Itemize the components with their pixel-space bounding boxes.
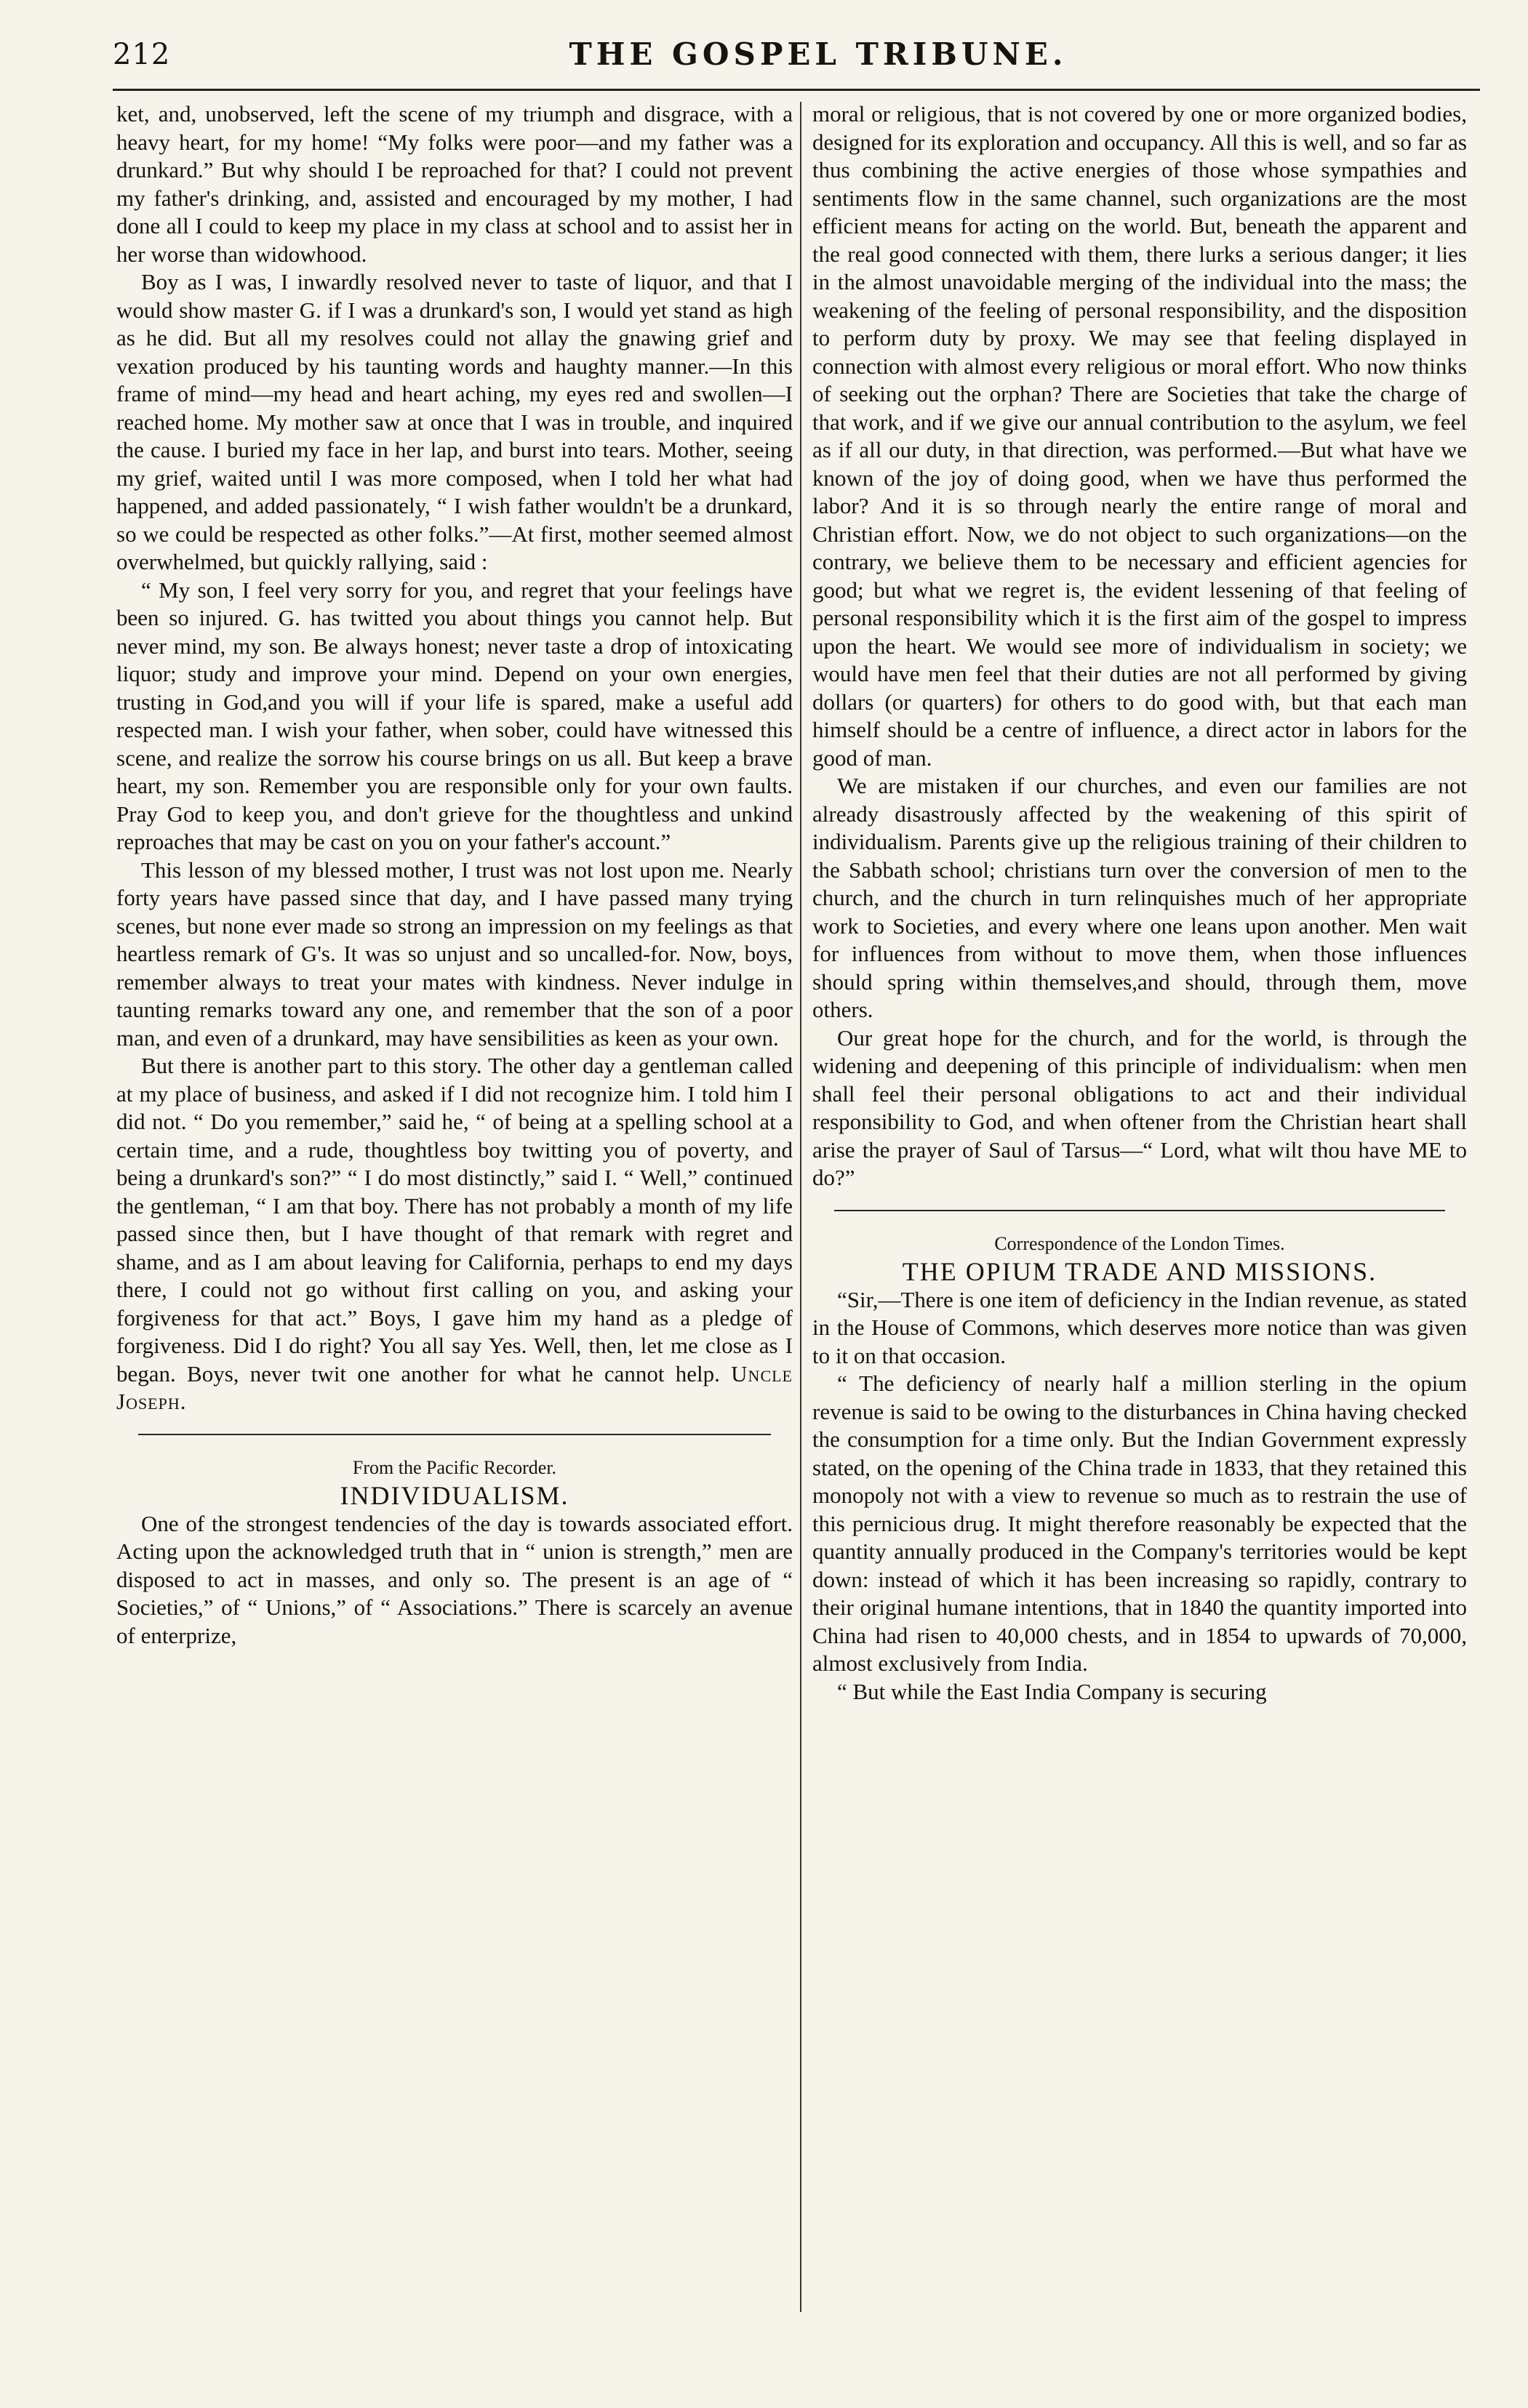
opium-paragraph-1: “Sir,—There is one item of deficiency in the Indian revenue, as stated in the House of Commons, which deserves more notice than was given to it on that occasion. [812,1286,1467,1368]
uncle-joseph-paragraph-5 [116,1052,793,1416]
uncle-joseph-paragraph-4: This lesson of my blessed mother, I trust was not lost upon me. Nearly forty years have passed since that day, and I have passed many trying scenes, but none ever made so strong an impression on my feelings as that heartless remark of G's. It was so unjust and so uncalled-for. Now, boys, remember always to treat your mates with kindness. Never indulge in taunting remarks toward any one, and remember that the son of a poor man, and even of a drunkard, may have sensibilities as keen as your own. [116,856,793,1051]
individualism-paragraph-1: One of the strongest tendencies of the day is towards associated effort. Acting upon the acknowledged truth that in “ union is strength,” men are disposed to act in masses, and only so. The present is an age of “ Societies,” of “ Unions,” of “ Associations.” There is scarcely an avenue of enterprize, [116,1510,793,1648]
uncle-joseph-paragraph-1: ket, and, unobserved, left the scene of my triumph and disgrace, with a heavy heart, for my home! “My folks were poor—and my father was a drunkard.” But why should I be reproached for that? I could not prevent my father's drinking, and, assisted and encouraged by my mother, I had done all I could to keep my place in my class at school and to assist her in her worse than widowhood. [116,101,793,267]
right-column [812,100,1467,2311]
header-rule [113,89,1480,91]
individualism-paragraph-3: We are mistaken if our churches, and even our families are not already disastrously affected by the weakening of this spirit of individualism. Parents give up the religious training of their children to the Sabbath school; christians turn over the conversion of men to the church, and the church in turn relinquishes much of her appropriate work to Societies, and every where one leans upon another. Men wait for influences from without to move them, when those influences should spring within themselves,and should, through them, move others. [812,773,1467,1022]
page-header [113,35,1480,86]
article-signature: Uncle Joseph. [116,1360,793,1414]
uncle-joseph-paragraph-2: Boy as I was, I inwardly resolved never to taste of liquor, and that I would show master G. if I was a drunkard's son, I would yet stand as high as he did. But all my resolves could not allay the gnawing grief and vexation produced by his taunting words and haughty manner.—In this frame of mind—my head and heart aching, my eyes red and swollen—I reached home. My mother saw at once that I was in trouble, and inquired the cause. I buried my face in her lap, and burst into tears. Mother, seeing my grief, waited until I was more composed, when I told her what had happened, and added passionately, “ I wish father wouldn't be a drunkard, so we could be respected as other folks.”—At first, mother seemed almost overwhelmed, but quickly rallying, said : [116,269,793,574]
running-title: THE GOSPEL TRIBUNE. [569,36,1068,72]
opium-paragraph-2: “ The deficiency of nearly half a million sterling in the opium revenue is said to be owing to the disturbances in China having checked the consumption for a time only. But the Indian Government expressly stated, on the opening of the China trade in 1833, that they retained this monopoly not with a view to revenue so much as to restrain the use of this pernicious drug. It might therefore reasonably be expected that the quantity annually produced in the Company's territories would be kept down: instead of which it has been increasing so rapidly, contrary to their original humane intentions, that in 1840 the quantity imported into China had risen to 40,000 chests, and in 1854 to upwards of 70,000, almost exclusively from India. [812,1370,1467,1676]
uncle-joseph-paragraph-5-text: But there is another part to this story. The other day a gentleman called at my place of business, and asked if I did not recognize him. I told him I did not. “ Do you remember,” said he, “ of being at a spelling school at a certain time, and a rude, thoughtless boy twitting you of poverty, and being a drunkard's son?” “ I do most distinctly,” said I. “ Well,” continued the gentleman, “ I am that boy. There has not probably a month of my life passed since then, but I have thought of that remark with regret and shame, and as I am about leaving for California, perhaps to end my days there, I could not go without first calling on you, and asking your forgiveness for that act.” Boys, I gave him my hand as a pledge of forgiveness. Did I do right? You all say Yes. Well, then, let me close as I began. Boys, never twit one another for what he cannot help. [116,1053,793,1386]
article-headline: THE OPIUM TRADE AND MISSIONS. [902,1257,1377,1286]
article-source: Correspondence of the London Times. [994,1232,1285,1254]
article-headline: INDIVIDUALISM. [340,1481,569,1510]
article-divider [834,1210,1445,1211]
article-divider [138,1434,771,1435]
individualism-paragraph-4: Our great hope for the church, and for the world, is through the widening and deepening of this principle of individualism: when men shall feel their personal obligations to act and their individual responsibility to God, and when oftener from the Christian heart shall arise the prayer of Saul of Tarsus—“ Lord, what wilt thou have ME to do?” [812,1024,1467,1190]
page-number: 212 [113,38,171,71]
article-source: From the Pacific Recorder. [352,1456,557,1478]
uncle-joseph-paragraph-3: “ My son, I feel very sorry for you, and regret that your feelings have been so injured. G. has twitted you about things you cannot help. But never mind, my son. Be always honest; never taste a drop of intoxicating liquor; study and improve your mind. Depend on your own energies, trusting in God,and you will if your life is spared, make a useful add respected man. I wish your father, when sober, could have witnessed this scene, and realize the sorrow his course brings on us all. But keep a brave heart, my son. Remember you are responsible only for your own faults. Pray God to keep you, and don't grieve for the thoughtless and unkind reproaches that may be cast on you on your father's account.” [116,577,793,854]
opium-paragraph-3: “ But while the East India Company is securing [837,1678,1267,1704]
left-column [116,100,793,2311]
column-rule [800,102,801,2312]
individualism-paragraph-2: moral or religious, that is not covered by one or more organized bodies, designed for its exploration and occupancy. All this is well, and so far as thus combining the active energies of those whose sympathies and sentiments flow in the same channel, such organizations are the most efficient means for acting on the world. But, beneath the apparent and the real good connected with them, there lurks a serious danger; it lies in the almost unavoidable merging of the individual into the mass; the weakening of the feeling of personal responsibility, and the disposition to perform duty by proxy. We may see that feeling displayed in connection with almost every religious or moral effort. Who now thinks of seeking out the orphan? There are Societies that take the charge of that work, and if we give our annual contribution to the asylum, we feel as if all our duty, in that direction, was performed.—But what have we known of the joy of doing good, when we have thus performed the labor? And it is so through nearly the entire range of moral and Christian effort. Now, we do not object to such organizations—on the contrary, we believe them to be necessary and efficient agencies for good; but what we regret is, the evident lessening of that feeling of personal responsibility which it is the first aim of the gospel to impress upon the heart. We would see more of individualism in society; we would have men feel that their duties are not all performed by giving dollars (or quarters) for others to do good with, but that each man himself should be a centre of influence, a direct actor in labors for the good of man. [812,101,1467,771]
